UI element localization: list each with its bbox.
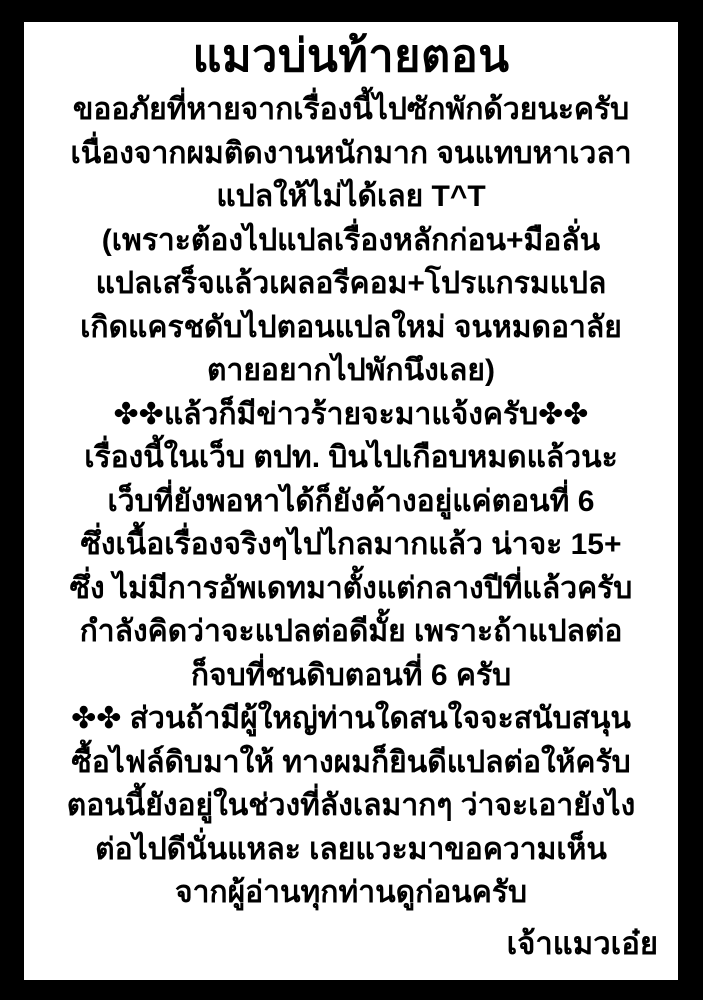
note-line: แปลให้ไม่ได้เลย T^T <box>216 180 486 213</box>
note-line: เนื่องจากผมติดงานหนักมาก จนแทบหาเวลา <box>70 136 632 170</box>
note-line: ซื้อไฟล์ดิบมาให้ ทางผมก็ยินดีแปลต่อให้ครับ <box>71 745 631 779</box>
note-line: ก็จบที่ชนดิบตอนที่ 6 ครับ <box>190 658 512 692</box>
page-title: แมวบ่นท้ายตอน <box>192 30 510 81</box>
note-line: ขออภัยที่หายจากเรื่องนี้ไปซักพักด้วยนะครับ <box>72 93 630 126</box>
note-line: แปลเสร็จแล้วเผลอรีคอม+โปรแกรมแปล <box>95 267 607 300</box>
note-line: ซึ่ง ไม่มีการอัพเดทมาตั้งแต่กลางปีที่แล้วครับ <box>69 571 633 605</box>
note-line: ตายอยากไปพักนึงเลย) <box>207 354 495 387</box>
note-line: ซึ่งเนื้อเรื่องจริงๆไปไกลมากแล้ว น่าจะ 15+ <box>80 528 622 561</box>
note-line: ✤✤ ส่วนถ้ามีผู้ใหญ่ท่านใดสนใจจะสนับสนุน <box>71 702 631 735</box>
translator-note-panel <box>24 22 678 980</box>
note-line: เกิดแครชดับไปตอนแปลใหม่ จนหมดอาลัย <box>80 310 622 344</box>
note-line: (เพราะต้องไปแปลเรื่องหลักก่อน+มือลั่น <box>101 223 601 257</box>
note-body <box>24 88 678 915</box>
note-line: เรื่องนี้ในเว็บ ตปท. บินไปเกือบหมดแล้วนะ <box>84 441 618 474</box>
note-line-bad-news-header: ✤✤แล้วก็มีข่าวร้ายจะมาแจ้งครับ✤✤ <box>113 397 589 431</box>
translator-signature: เจ้าแมวเอ๋ย <box>506 925 658 961</box>
note-line: กำลังคิดว่าจะแปลต่อดีมั้ย เพราะถ้าแปลต่อ <box>79 615 623 648</box>
note-line: ตอนนี้ยังอยู่ในช่วงที่ลังเลมากๆ ว่าจะเอายังไง <box>66 789 636 822</box>
note-line: ต่อไปดีนั่นแหละ เลยแวะมาขอความเห็น <box>95 832 607 866</box>
note-line: จากผู้อ่านทุกท่านดูก่อนครับ <box>174 876 527 909</box>
note-line: เว็บที่ยังพอหาได้ก็ยังค้างอยู่แค่ตอนที่ 6 <box>107 484 595 518</box>
